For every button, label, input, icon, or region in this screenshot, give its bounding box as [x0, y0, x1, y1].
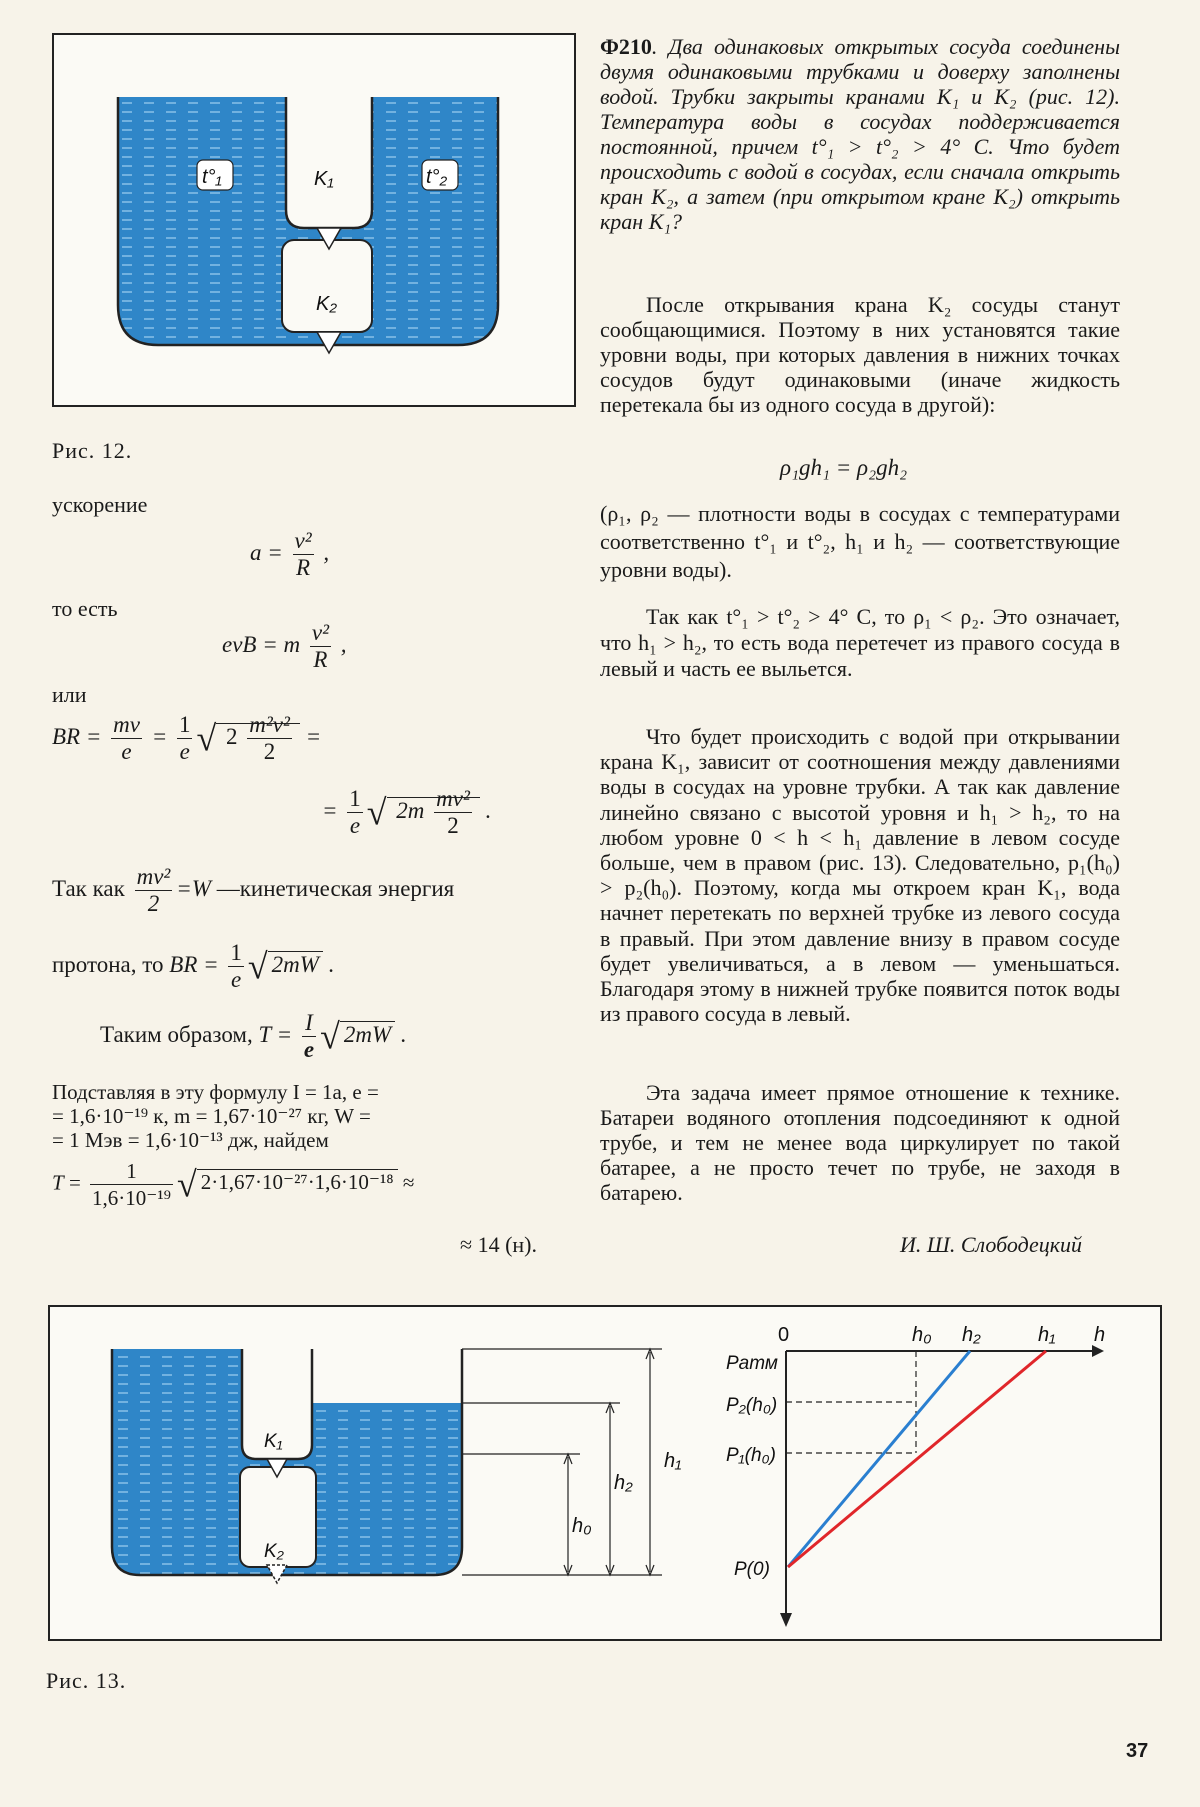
problem-statement — [600, 34, 1120, 234]
word-that-is: то есть — [52, 596, 118, 621]
tick-h1: h₁ — [1038, 1324, 1056, 1346]
fig13-label-k2: K₂ — [264, 1541, 284, 1562]
formula-evb: evB = m $\frac{\text{v²}}{R}$ , — [222, 620, 347, 672]
label-h2: h₂ — [614, 1472, 633, 1494]
figure-12-caption: Рис. 12. — [52, 438, 133, 463]
equation-balance: ρ₁gh₁ = ρ₂gh₂ — [780, 455, 908, 480]
label-k1: K₁ — [314, 168, 334, 190]
label-k2: K₂ — [316, 293, 337, 315]
label-patm: Pатм — [726, 1353, 778, 1374]
paragraph-5: Эта задача имеет прямое отношение к технике. Батареи водяного отопления подсоединяют к одной трубе, и тем не менее вода циркулирует по такой батарее, а не просто течет по трубе, не заходя в батарею. — [600, 1080, 1120, 1205]
tick-h2: h₂ — [962, 1324, 981, 1346]
formula-br-1: BR = $\frac{mv}{e}$ = $\frac{1}{e}$ √ 2 $\frac{\text{m²v²}}{2}$ = — [52, 712, 322, 764]
figure-13-drawing — [50, 1307, 1160, 1639]
word-kinetic-energy: —кинетическая энергия — [216, 875, 455, 901]
formula-br-w: протона, то BR = $\frac{1}{e}$ √ 2mW . — [52, 940, 335, 992]
formula-kinetic: Так как $\frac{\text{mv²}}{2}$ =W —кинетическая энергия — [52, 864, 455, 916]
paragraph-2: (ρ₁, ρ₂ — плотности воды в сосудах с температурами соответственно t°₁ и t°₂, h₁ и h₂ — соответствующие уровни воды). — [600, 501, 1120, 582]
paragraph-5-wrap — [600, 1080, 1120, 1205]
solution-text — [600, 292, 1120, 417]
substitution-text: Подставляя в эту формулу I = 1а, e = = 1,6·10⁻¹⁹ к, m = 1,67·10⁻²⁷ кг, W = = 1 Мэв = 1,6·10⁻¹³ дж, найдем — [52, 1080, 379, 1152]
word-so-as: Так как — [52, 875, 125, 901]
word-proton: протона, то — [52, 951, 164, 977]
figure-13 — [48, 1305, 1162, 1641]
paragraph-3-wrap — [600, 604, 1120, 682]
author: И. Ш. Слободецкий — [900, 1232, 1083, 1257]
word-or: или — [52, 682, 87, 707]
line-right-vessel — [788, 1351, 970, 1567]
formula-br-2: = $\frac{1}{e}$ √ 2m $\frac{\text{mv²}}{2}$ . — [322, 786, 492, 838]
paragraph-3: Так как t°₁ > t°₂ > 4° C, то ρ₁ < ρ₂. Это означает, что h₁ > h₂, то есть вода перетечет из правого сосуда в левый и часть ее выльется. — [600, 604, 1120, 681]
formula-acceleration: a = $\frac{\text{v²}}{R}$ , — [250, 528, 330, 580]
page-number: 37 — [1126, 1740, 1149, 1762]
axis-h: h — [1094, 1324, 1106, 1346]
result-value: ≈ 14 (н). — [460, 1232, 537, 1257]
paragraph-4-wrap — [600, 724, 1120, 1026]
tick-h0: h₀ — [912, 1324, 932, 1346]
paragraph-1: После открывания крана K₂ сосуды станут сообщающимися. Поэтому в них установятся такие уровни воды, при которых давления в нижних точках сосудов будут одинаковыми (иначе жидкость перетекала бы из одного сосуда в другой): — [600, 292, 1120, 417]
label-p2: P₂(h₀) — [726, 1395, 778, 1416]
line-left-vessel — [788, 1351, 1046, 1567]
formula-t: Таким образом, T = $\frac{I}{e}$ √ 2mW . — [100, 1010, 407, 1062]
figure-13-caption: Рис. 13. — [46, 1668, 127, 1693]
problem-text: . Два одинаковых открытых сосуда соединены двумя одинаковыми трубками и доверху заполнены водой. Трубки закрыты кранами K₁ и K₂ (рис. 12). Температура воды в сосудах поддерживается постоянной, причем t°₁ > t°₂ > 4° C. Что будет происходить с водой в сосудах, если сначала открыть кран K₂, а затем (при открытом кране K₂) открыть кран K₁? — [600, 34, 1120, 234]
axis-zero: 0 — [778, 1324, 790, 1346]
label-h0: h₀ — [572, 1515, 592, 1537]
gap-between-tubes — [282, 240, 372, 332]
word-thus: Таким образом, — [100, 1021, 253, 1047]
figure-12-drawing — [54, 35, 574, 405]
label-p1: P₁(h₀) — [726, 1445, 776, 1466]
figure-12 — [52, 33, 576, 407]
paragraph-4: Что будет происходить с водой при открывании крана K₁, зависит от соотношения между давлениями воды в сосудах на уровне трубки. А так как давление линейно связано с высотой уровня и h₁ > h₂, то на любом уровне 0 < h < h₁ давление в левом сосуде больше, чем в правом (рис. 13). Следовательно, p₁(h₀) > p₂(h₀). Поэтому, когда мы откроем кран K₁, вода начнет перетекать по верхней трубке из левого сосуда в правый. При этом давление внизу в правом сосуде будет увеличиваться, а в левом — уменьшаться. Благодаря этому в нижней трубке появится поток воды из правого сосуда в левый. — [600, 724, 1120, 1027]
fig13-label-k1: K₁ — [264, 1431, 283, 1452]
label-t2: t°₂ — [426, 166, 448, 188]
problem-number: Ф210 — [600, 34, 652, 59]
label-p0: P(0) — [734, 1559, 770, 1580]
formula-t-numeric: T = $\frac{1}{\text{1,6·10⁻¹⁹}}$ √ 2·1,67·10⁻²⁷·1,6·10⁻¹⁸ ≈ — [52, 1159, 415, 1210]
label-h1: h₁ — [664, 1450, 682, 1472]
word-acceleration: ускорение — [52, 492, 148, 517]
label-t1: t°₁ — [202, 166, 222, 188]
